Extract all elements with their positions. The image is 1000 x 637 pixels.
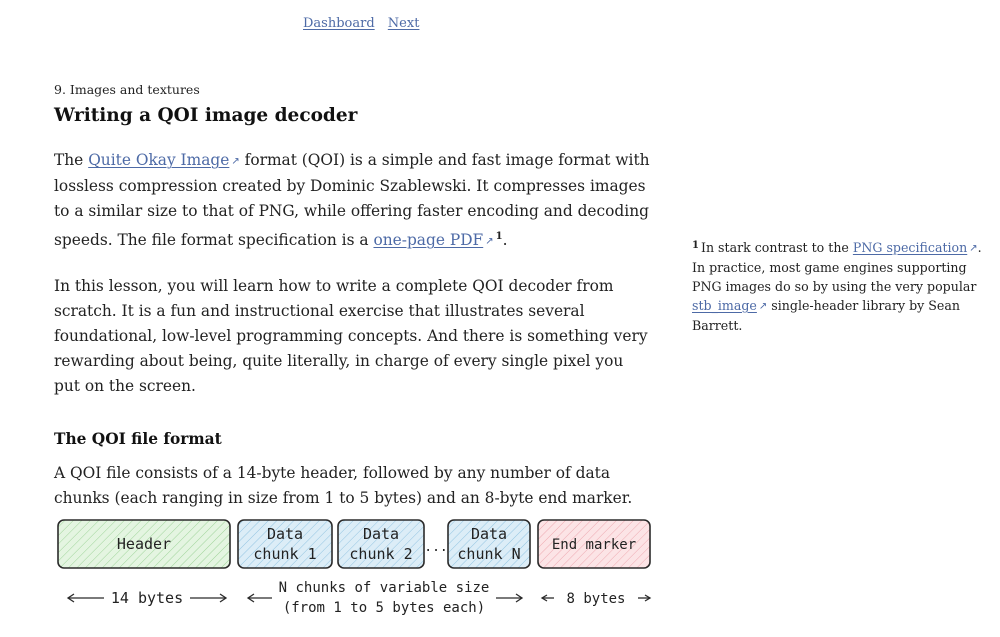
- data-chunk-1-label-line2: chunk 1: [253, 545, 317, 563]
- external-link-icon: ↗: [758, 301, 768, 312]
- intro-text-start: The: [54, 151, 89, 169]
- sidenote-text-middle: . In practice, most game engines supporting PNG images do so by using the very popular: [692, 240, 982, 294]
- data-chunk-1-label-line1: Data: [266, 525, 304, 543]
- chapter-label: 9. Images and textures: [54, 82, 200, 97]
- data-chunk-n-label-line1: Data: [470, 525, 508, 543]
- dashboard-link[interactable]: Dashboard: [303, 16, 375, 31]
- external-link-icon: ↗: [231, 156, 240, 167]
- sidenote-text-end: single-header library by Sean Barrett.: [692, 298, 960, 333]
- end-size-label: 8 bytes: [566, 591, 626, 607]
- format-paragraph: A QOI file consists of a 14-byte header, followed by any number of data chunks (each ranging in size from 1 to 5 bytes) and an 8-byte end marker.: [54, 464, 633, 507]
- sidenote-number: 1: [692, 240, 699, 251]
- sidenote-text-start: In stark contrast to the: [700, 240, 853, 255]
- top-navigation: [303, 16, 428, 31]
- intro-text-end: .: [502, 231, 508, 249]
- data-chunk-2-label-line1: Data: [362, 525, 400, 543]
- intro-paragraph: [54, 148, 654, 254]
- next-link[interactable]: Next: [387, 16, 420, 31]
- data-chunk-2-label-line2: chunk 2: [349, 545, 413, 563]
- qoi-file-structure-diagram: [54, 514, 664, 624]
- end-marker-label: End marker: [551, 537, 637, 553]
- external-link-icon: ↗: [485, 236, 494, 247]
- main-content: [54, 82, 654, 511]
- one-page-pdf-link[interactable]: one-page PDF: [373, 231, 484, 249]
- external-link-icon: ↗: [969, 243, 978, 254]
- data-chunk-n-label-line2: chunk N: [457, 545, 521, 563]
- stb-image-link[interactable]: stb_image: [692, 298, 757, 313]
- footnote-ref[interactable]: 1: [495, 231, 503, 242]
- page-title: Writing a QOI image decoder: [54, 105, 358, 126]
- lesson-paragraph: In this lesson, you will learn how to write a complete QOI decoder from scratch. It is a fun and instructional exercise that illustrates several foundational, low-level programming concepts. And there is something very rewarding about being, quite literally, in charge of every single pixel you put on the screen.: [54, 277, 648, 395]
- chunks-size-label-line2: (from 1 to 5 bytes each): [282, 600, 486, 616]
- quite-okay-image-link[interactable]: Quite Okay Image: [88, 151, 230, 169]
- section-heading: The QOI file format: [54, 430, 222, 448]
- chunks-size-label-line1: N chunks of variable size: [278, 580, 490, 596]
- header-size-label: 14 bytes: [110, 589, 184, 607]
- header-box-label: Header: [116, 535, 172, 553]
- sidenote: [692, 236, 992, 335]
- intro-text-middle: format (QOI) is a simple and fast image format with lossless compression created by Dominic Szablewski. It compresses images to a similar size to that of PNG, while offering faster encoding and decoding speeds. The file format specification is a: [54, 151, 650, 249]
- png-specification-link[interactable]: PNG specification: [852, 240, 968, 255]
- chunks-ellipsis: ...: [424, 540, 448, 555]
